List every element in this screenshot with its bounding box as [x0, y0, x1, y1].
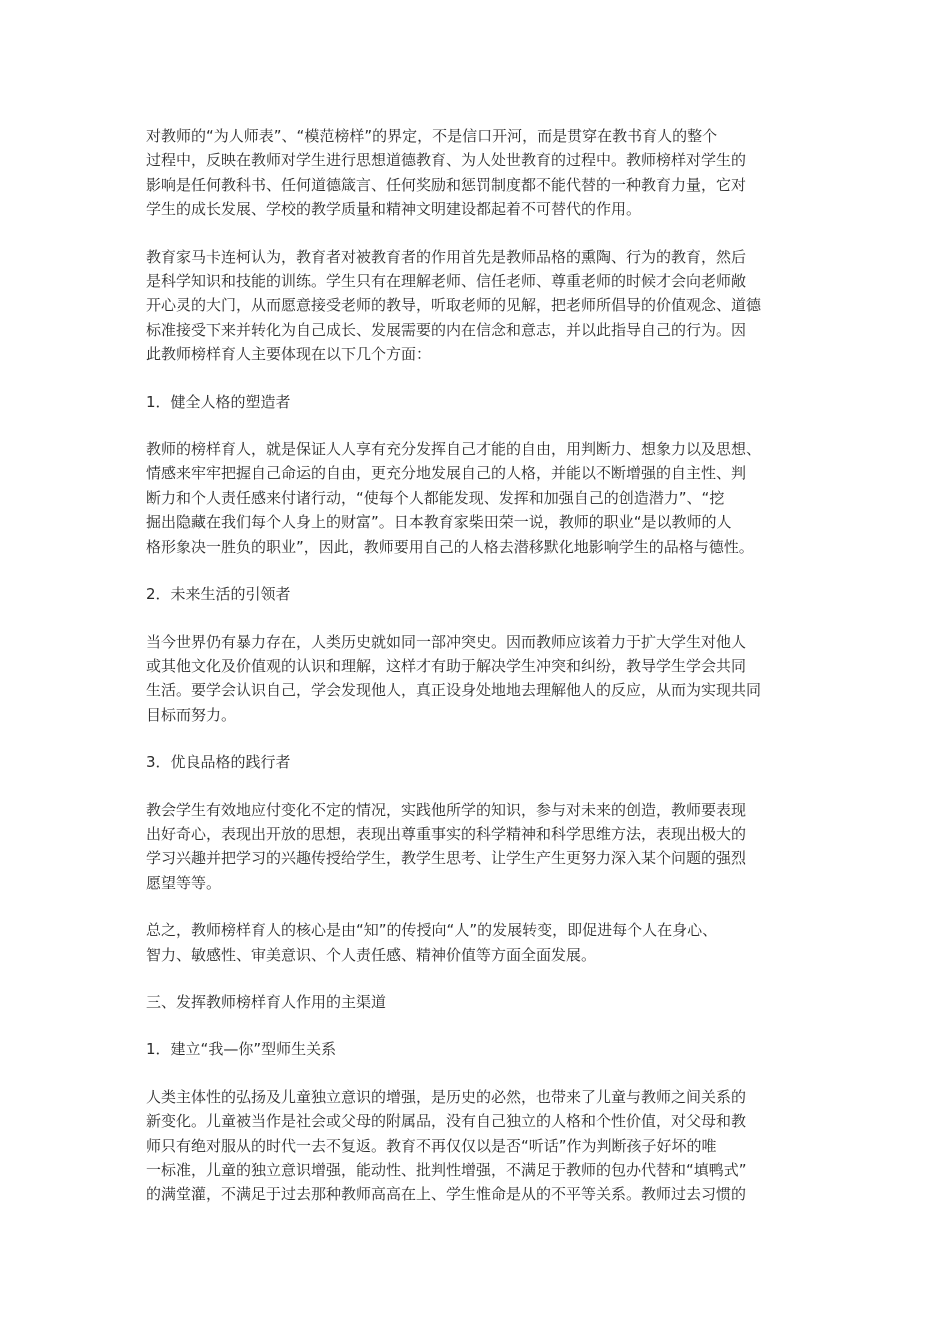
text-line: 掘出隐藏在我们每个人身上的财富”。日本教育家柴田荣一说，教师的职业“是以教师的人: [146, 513, 732, 532]
text-line: 智力、敏感性、审美意识、个人责任感、精神价值等方面全面发展。: [146, 945, 597, 964]
text-line: 是科学知识和技能的训练。学生只有在理解老师、信任老师、尊重老师的时候才会向老师敞: [146, 272, 747, 291]
text-line: 人类主体性的弘扬及儿童独立意识的增强，是历史的必然，也带来了儿童与教师之间关系的: [146, 1087, 747, 1106]
text-line: 教师的榜样育人，就是保证人人享有充分发挥自己才能的自由，用判断力、想象力以及思想、: [146, 440, 762, 459]
paragraph: [146, 918, 818, 967]
text-line: 此教师榜样育人主要体现在以下几个方面：: [146, 345, 432, 364]
text-line: 影响是任何教科书、任何道德箴言、任何奖励和惩罚制度都不能代替的一种教育力量，它对: [146, 175, 747, 194]
text-line: 开心灵的大门，从而愿意接受老师的教导，听取老师的见解，把老师所倡导的价值观念、道德: [146, 296, 762, 315]
text-line: 一标准，儿童的独立意识增强，能动性、批判性增强，不满足于教师的包办代替和“填鸭式”: [146, 1161, 747, 1179]
section-heading: 三、发挥教师榜样育人作用的主渠道: [146, 992, 387, 1011]
paragraph: [146, 245, 818, 367]
text-line: 断力和个人责任感来付诸行动，“使每个人都能发现、发挥和加强自己的创造潜力”、“挖: [146, 488, 725, 507]
paragraph: [146, 798, 818, 896]
text-line: 生活。要学会认识自己，学会发现他人，真正设身处地地去理解他人的反应，从而为实现共同: [146, 681, 762, 700]
text-line: 师只有绝对服从的时代一去不复返。教育不再仅仅以是否“听话”作为判断孩子好坏的唯: [146, 1136, 717, 1155]
text-line: 或其他文化及价值观的认识和理解，这样才有助于解决学生冲突和纠纷，教导学生学会共同: [146, 656, 747, 675]
text-line: 总之，教师榜样育人的核心是由“知”的传授向“人”的发展转变，即促进每个人在身心、: [146, 921, 718, 940]
text-line: 教会学生有效地应付变化不定的情况，实践他所学的知识，参与对未来的创造，教师要表现: [146, 800, 747, 819]
document-page: [146, 124, 818, 1230]
text-line: 目标而努力。: [146, 705, 237, 724]
text-line: 当今世界仍有暴力存在，人类历史就如同一部冲突史。因而教师应该着力于扩大学生对他人: [146, 632, 747, 651]
paragraph: [146, 124, 818, 222]
text-line: 出好奇心，表现出开放的思想，表现出尊重事实的科学精神和科学思维方法，表现出极大的: [146, 824, 747, 843]
section-heading: 1．健全人格的塑造者: [146, 392, 291, 411]
subsection-heading: 1．建立“我—你”型师生关系: [146, 1040, 337, 1059]
text-line: 学生的成长发展、学校的教学质量和精神文明建设都起着不可替代的作用。: [146, 200, 642, 219]
text-line: 情感来牢牢把握自己命运的自由，更充分地发展自己的人格，并能以不断增强的自主性、判: [146, 464, 747, 483]
paragraph: [146, 1085, 818, 1207]
text-line: 的满堂灌，不满足于过去那种教师高高在上、学生惟命是从的不平等关系。教师过去习惯的: [146, 1185, 747, 1204]
text-line: 过程中，反映在教师对学生进行思想道德教育、为人处世教育的过程中。教师榜样对学生的: [146, 151, 747, 170]
section-heading: 3．优良品格的践行者: [146, 753, 291, 772]
text-line: 学习兴趣并把学习的兴趣传授给学生，教学生思考、让学生产生更努力深入某个问题的强烈: [146, 849, 747, 868]
text-line: 标准接受下来并转化为自己成长、发展需要的内在信念和意志，并以此指导自己的行为。因: [146, 320, 747, 339]
text-line: 新变化。儿童被当作是社会或父母的附属品，没有自己独立的人格和个性价值，对父母和教: [146, 1112, 747, 1131]
text-line: 格形象决一胜负的职业”，因此，教师要用自己的人格去潜移默化地影响学生的品格与德性。: [146, 537, 754, 556]
paragraph: [146, 437, 818, 559]
text-line: 教育家马卡连柯认为，教育者对被教育者的作用首先是教师品格的熏陶、行为的教育，然后: [146, 247, 747, 266]
text-line: 愿望等等。: [146, 873, 222, 892]
text-line: 对教师的“为人师表”、“模范榜样”的界定，不是信口开河，而是贯穿在教书育人的整个: [146, 127, 718, 145]
section-heading: 2．未来生活的引领者: [146, 585, 291, 604]
paragraph: [146, 630, 818, 728]
